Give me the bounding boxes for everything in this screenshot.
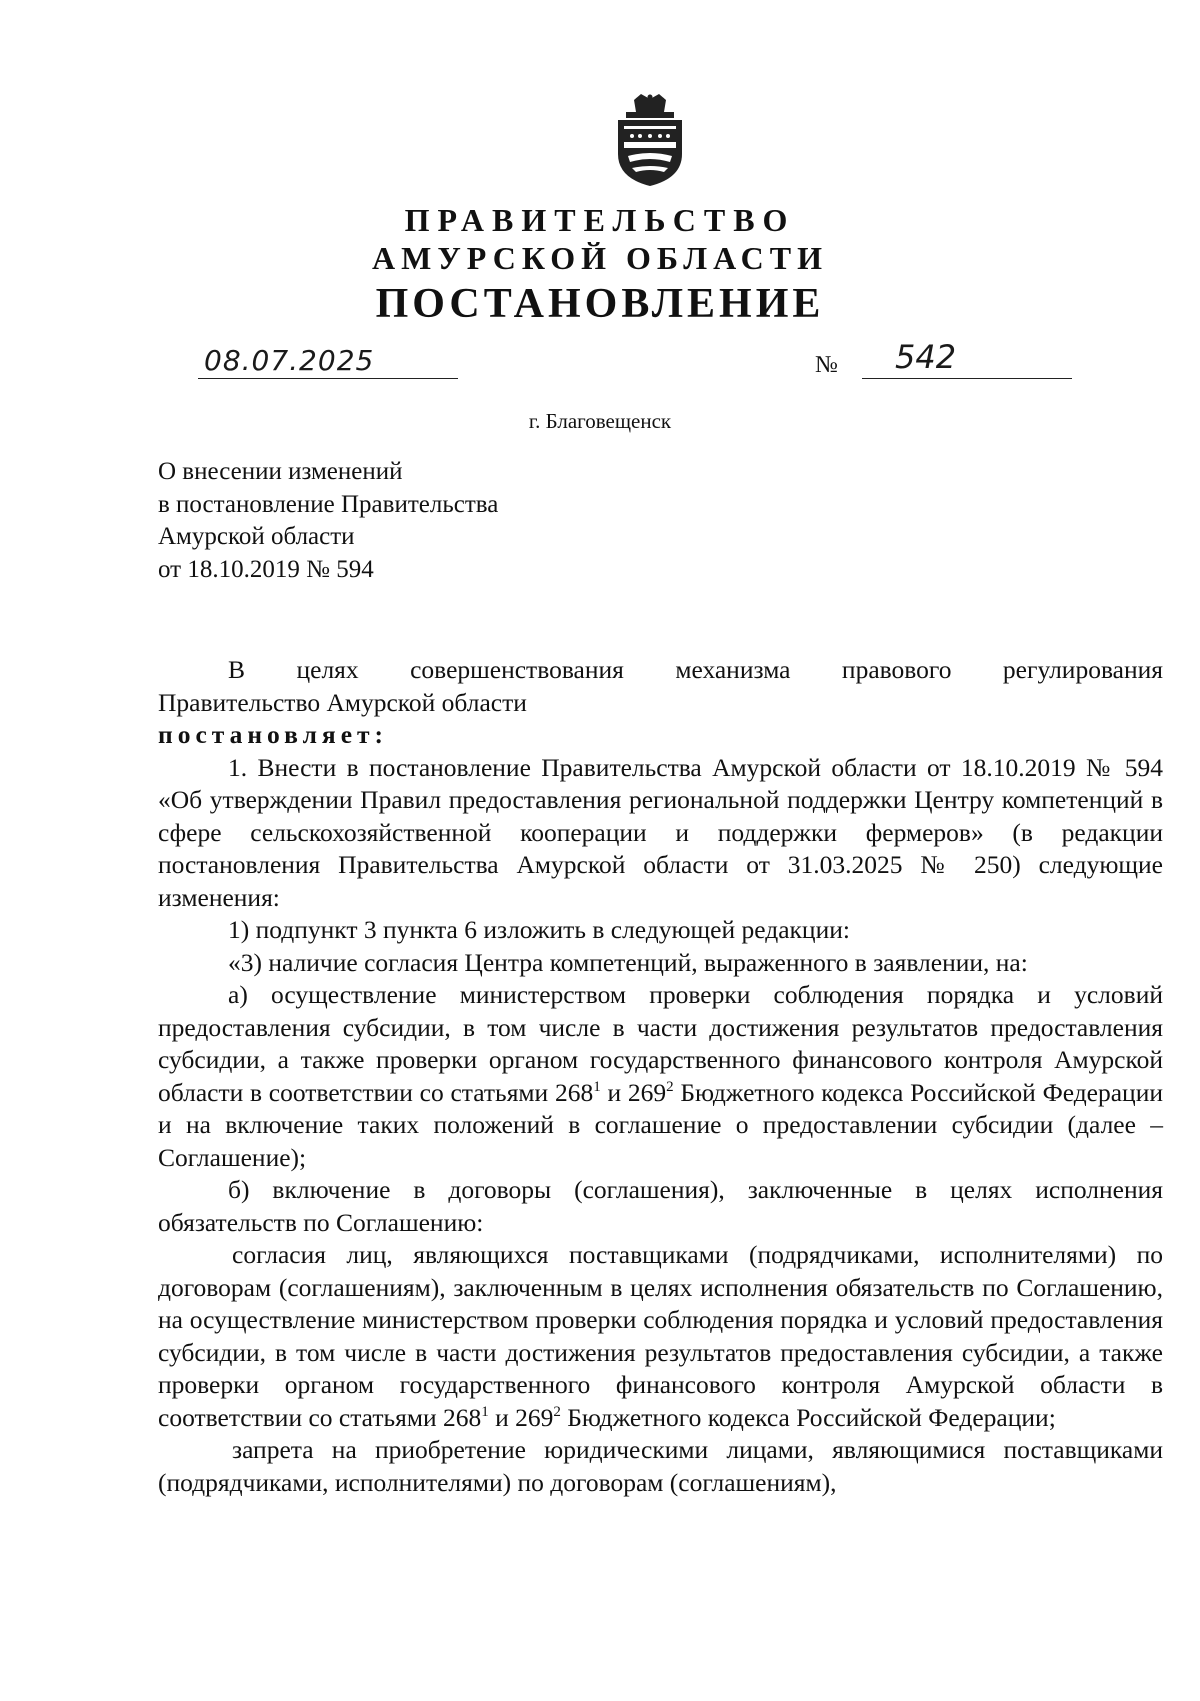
intro-paragraph-line2: Правительство Амурской области xyxy=(158,687,527,717)
organization-name-line1: ПРАВИТЕЛЬСТВО xyxy=(404,202,796,238)
decree-word: постановляет: xyxy=(158,720,389,749)
paragraph-subitem-1: 1) подпункт 3 пункта 6 изложить в следующей редакции: xyxy=(228,915,850,944)
paragraph-item-1: 1. Внести в постановление Правительства Амурской области от 18.10.2019 № 594 «Об утверждении Правил предоставления региональной поддержки Центру компетенций в сфере сельскохозяйственной кооперации и поддержки фермеров» (в редакции постановления Правительства Амурской области от 31.03.2025 № 250) следующие изменения: xyxy=(158,752,1163,912)
document-body xyxy=(158,654,1163,1499)
paragraph-text: и 269 xyxy=(600,1077,667,1107)
subject-line: в постановление Правительства xyxy=(158,490,499,518)
subject-line: Амурской области xyxy=(158,523,355,551)
paragraph-text: и 269 xyxy=(488,1402,554,1432)
city-line: г. Благовещенск xyxy=(528,409,672,433)
superscript: 2 xyxy=(666,1078,674,1095)
paragraph-quote-start: «3) наличие согласия Центра компетенций, выраженного в заявлении, на: xyxy=(228,947,1028,977)
paragraph-consent xyxy=(158,1239,1163,1434)
subject-line: от 18.10.2019 № 594 xyxy=(158,555,374,583)
paragraph-text: Бюджетного кодекса Российской Федерации; xyxy=(560,1402,1056,1432)
paragraph-text: согласия лиц, являющихся поставщиками (подрядчиками, исполнителями) по договорам (соглашениям), заключенным в целях исполнения обязательств по Соглашению, на осуществление министерством проверки соблюдения порядка и условий предоставления субсидии, в том числе в части достижения результатов предоставления субсидии, а также проверки органом государственного финансового контроля Амурской области в соответствии со статьями 268 xyxy=(158,1240,1163,1432)
number-sign: № xyxy=(815,352,838,378)
paragraph-subitem-a xyxy=(158,979,1163,1174)
handwritten-date: 08.07.2025 xyxy=(204,344,375,377)
paragraph-text: Бюджетного кодекса Российской Федерации и на включение таких положений в соглашение о предоставлении субсидии (далее – Соглашение); xyxy=(158,1077,1163,1172)
handwritten-document-number: 542 xyxy=(895,338,957,376)
document-subject xyxy=(158,456,498,586)
paragraph-text: а) осуществление министерством проверки соблюдения порядка и условий предоставления субсидии, в том числе в части достижения результатов предоставления субсидии, а также проверки органом государственного финансового контроля Амурской области в соответствии со статьями 268 xyxy=(158,980,1163,1107)
date-underline xyxy=(198,378,458,379)
organization-name-line2: АМУРСКОЙ ОБЛАСТИ xyxy=(372,240,828,276)
subject-line: О внесении изменений xyxy=(158,458,403,485)
paragraph-prohibition: запрета на приобретение юридическими лицами, являющимися поставщиками (подрядчиками, исполнителями) по договорам (соглашениям), xyxy=(158,1435,1163,1497)
document-type-title: ПОСТАНОВЛЕНИЕ xyxy=(375,281,825,327)
intro-paragraph-line1: В целях совершенствования механизма правового регулирования xyxy=(228,655,1163,684)
paragraph-subitem-b: б) включение в договоры (соглашения), заключенные в целях исполнения обязательств по Соглашению: xyxy=(158,1175,1163,1237)
superscript: 2 xyxy=(553,1403,561,1420)
superscript: 1 xyxy=(593,1078,601,1095)
amur-region-coat-of-arms-emblem xyxy=(614,94,686,186)
superscript: 1 xyxy=(481,1403,489,1420)
number-underline xyxy=(862,378,1072,379)
